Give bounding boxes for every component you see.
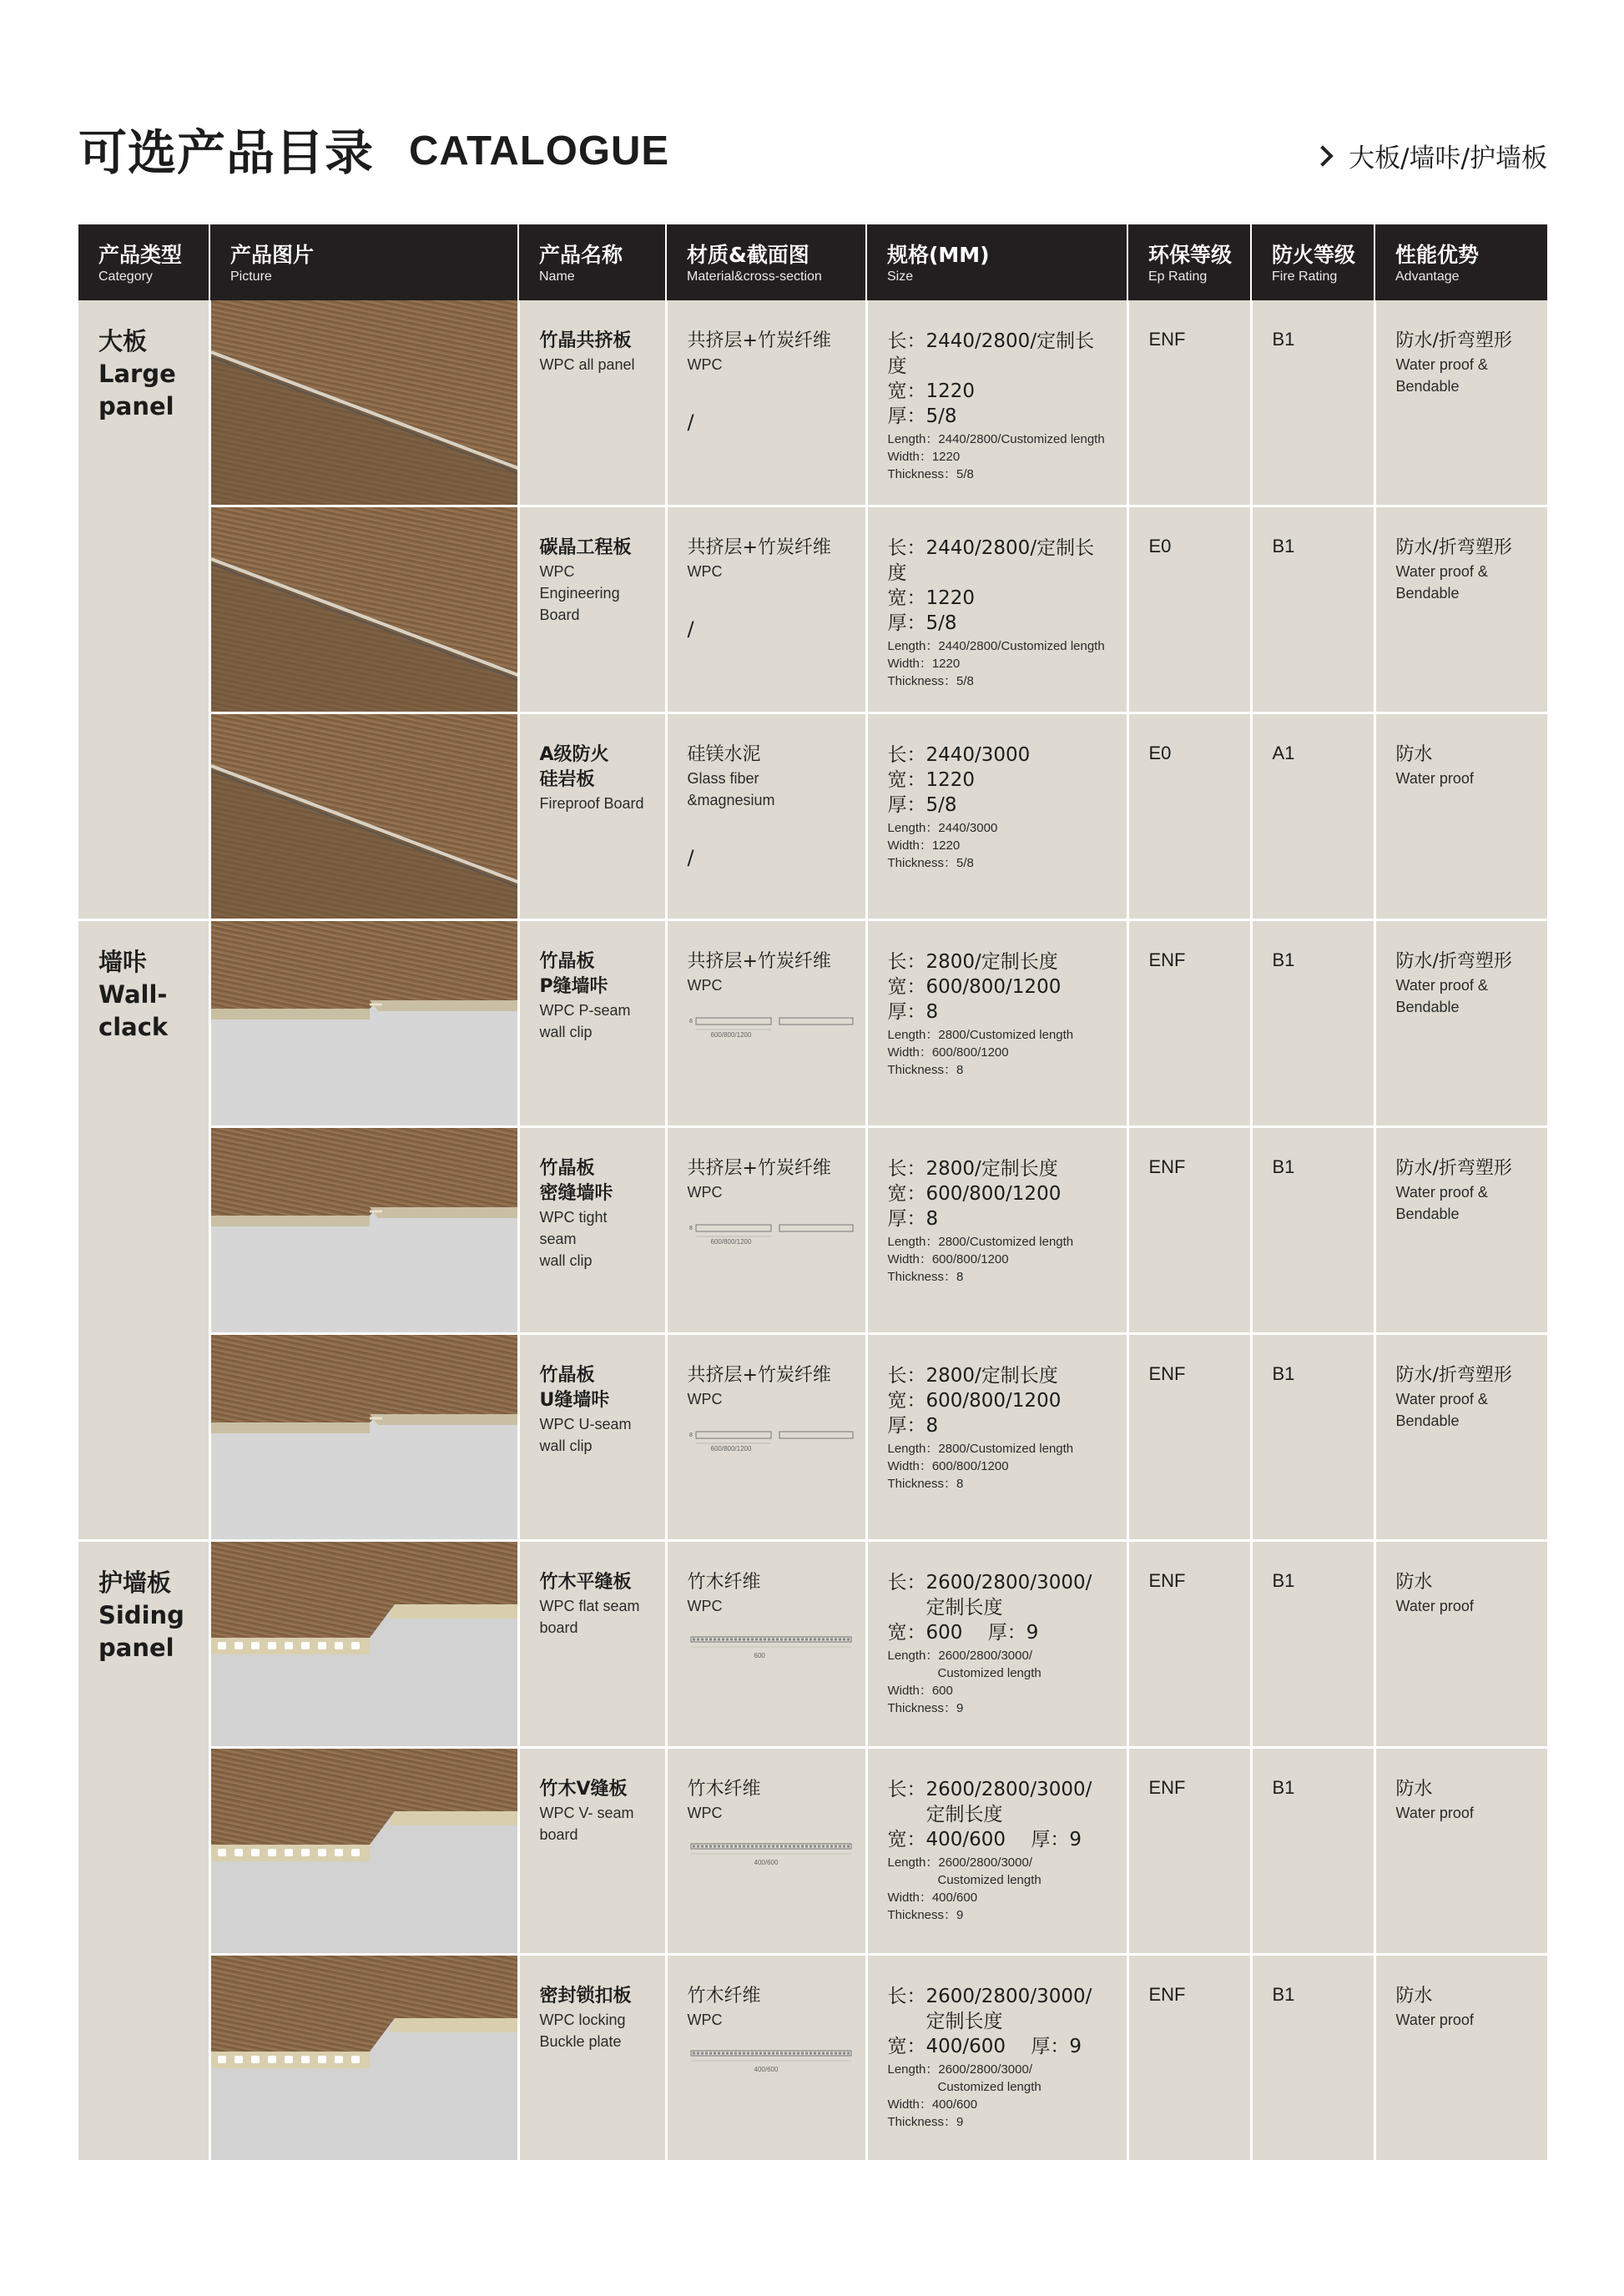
size-en: Length：2600/2800/3000/ Customized length Width：400/600 Thickness：9	[887, 2062, 1041, 2129]
material-en: WPC	[687, 1598, 723, 1614]
col-header-material: 材质&截面图 Material&cross-section	[666, 224, 866, 300]
advantage-en: Water proof	[1395, 770, 1474, 787]
size-en: Length：2800/Customized length Width：600/800/1200 Thickness：8	[887, 1028, 1074, 1077]
product-image	[211, 1542, 517, 1746]
size-zh: 长：2600/2800/3000/ 定制长度 宽：600 厚：9	[887, 1572, 1092, 1644]
advantage-cell	[1374, 506, 1547, 713]
material-en: WPC	[687, 563, 723, 580]
material-en: WPC	[687, 1805, 723, 1821]
page-title-en: CATALOGUE	[409, 128, 670, 174]
material-cell	[666, 920, 866, 1127]
col-header-advantage: 性能优势 Advantage	[1374, 224, 1547, 300]
fire-rating-cell	[1251, 713, 1374, 920]
size-cell	[866, 713, 1127, 920]
advantage-en: Water proof & Bendable	[1395, 356, 1488, 395]
ep-rating-cell	[1127, 300, 1251, 506]
product-name-zh: A级防火 硅岩板	[539, 744, 609, 790]
product-image	[211, 1956, 517, 2160]
picture-cell	[209, 1955, 518, 2162]
fire-rating-cell	[1251, 1334, 1374, 1541]
table-row	[78, 1127, 1547, 1334]
ep-rating-cell	[1127, 1955, 1251, 2162]
fire-rating: B1	[1272, 329, 1295, 350]
ep-rating-cell	[1127, 1541, 1251, 1748]
advantage-cell	[1374, 1334, 1547, 1541]
category-label-en: Wall- clack	[98, 980, 169, 1041]
fire-rating-cell	[1251, 1541, 1374, 1748]
size-en: Length：2600/2800/3000/ Customized length Width：600 Thickness：9	[887, 1649, 1041, 1715]
material-cell	[666, 1955, 866, 2162]
ep-rating-cell	[1127, 1127, 1251, 1334]
material-zh: 竹木纤维	[687, 1572, 761, 1593]
table-row	[78, 1541, 1547, 1748]
picture-cell	[209, 920, 518, 1127]
picture-cell	[209, 506, 518, 713]
picture-cell	[209, 1334, 518, 1541]
size-zh: 长：2600/2800/3000/ 定制长度 宽：400/600 厚：9	[887, 1986, 1092, 2057]
table-header-row	[78, 224, 1547, 300]
svg-text:8: 8	[688, 1432, 693, 1438]
advantage-en: Water proof & Bendable	[1395, 1391, 1488, 1429]
product-image	[211, 921, 517, 1125]
svg-text:8: 8	[688, 1019, 693, 1025]
product-name-zh: 密封锁扣板	[539, 1986, 632, 2006]
advantage-en: Water proof & Bendable	[1395, 563, 1488, 602]
col-header-fire-rating: 防火等级 Fire Rating	[1251, 224, 1374, 300]
name-cell	[518, 1748, 666, 1955]
fire-rating: B1	[1272, 1156, 1295, 1177]
material-zh: 共挤层+竹炭纤维	[687, 1158, 831, 1179]
cross-section-diagram	[688, 1211, 849, 1246]
cross-section-diagram	[688, 1004, 849, 1039]
material-zh: 共挤层+竹炭纤维	[687, 1365, 831, 1386]
table-row	[78, 1955, 1547, 2162]
ep-rating: ENF	[1148, 949, 1186, 970]
col-header-size: 规格(MM) Size	[866, 224, 1127, 300]
ep-rating-cell	[1127, 713, 1251, 920]
catalogue-table	[78, 224, 1547, 2163]
ep-rating: ENF	[1148, 329, 1186, 350]
size-zh: 长：2440/3000 宽：1220 厚：5/8	[887, 744, 1031, 816]
product-name-en: WPC locking Buckle plate	[539, 2012, 626, 2050]
category-cell	[78, 300, 209, 920]
material-cell	[666, 1334, 866, 1541]
size-cell	[866, 300, 1127, 506]
name-cell	[518, 920, 666, 1127]
advantage-cell	[1374, 1955, 1547, 2162]
ep-rating: ENF	[1148, 1363, 1186, 1384]
picture-cell	[209, 1541, 518, 1748]
ep-rating: ENF	[1148, 1777, 1186, 1798]
ep-rating: E0	[1148, 536, 1172, 556]
product-name-zh: 竹木平缝板	[539, 1572, 632, 1593]
col-header-ep-rating: 环保等级 Ep Rating	[1127, 224, 1251, 300]
fire-rating-cell	[1251, 920, 1374, 1127]
cross-section-diagram	[688, 1625, 849, 1659]
advantage-zh: 防水/折弯塑形	[1395, 330, 1512, 351]
picture-cell	[209, 1748, 518, 1955]
material-en: WPC	[687, 1184, 723, 1201]
category-label-en: Siding panel	[98, 1601, 184, 1662]
name-cell	[518, 1541, 666, 1748]
product-name-en: WPC flat seam board	[539, 1598, 640, 1636]
page-title-zh: 可选产品目录	[78, 124, 375, 181]
table-row	[78, 713, 1547, 920]
ep-rating: ENF	[1148, 1570, 1186, 1591]
product-name-en: WPC all panel	[539, 356, 635, 373]
category-label-zh: 墙咔	[98, 948, 148, 976]
product-name-en: WPC Engineering Board	[539, 563, 620, 623]
product-name-zh: 碳晶工程板	[539, 537, 632, 558]
cross-section-label: 600	[754, 1652, 765, 1659]
size-cell	[866, 1334, 1127, 1541]
fire-rating: B1	[1272, 1984, 1295, 2005]
advantage-en: Water proof	[1395, 1598, 1474, 1614]
ep-rating: ENF	[1148, 1156, 1186, 1177]
table-row	[78, 506, 1547, 713]
material-zh: 共挤层+竹炭纤维	[687, 330, 831, 351]
size-en: Length：2800/Customized length Width：600/800/1200 Thickness：8	[887, 1235, 1074, 1284]
advantage-en: Water proof	[1395, 2012, 1474, 2028]
material-en: WPC	[687, 1391, 723, 1407]
cross-section-label: 400/600	[754, 1859, 779, 1866]
product-name-zh: 竹木V缝板	[539, 1779, 628, 1800]
product-image	[211, 507, 517, 712]
product-image	[211, 1335, 517, 1539]
category-label-zh: 大板	[98, 327, 148, 355]
product-name-en: Fireproof Board	[539, 795, 644, 812]
product-image	[211, 300, 517, 505]
cross-section-diagram	[688, 1418, 849, 1453]
advantage-zh: 防水	[1395, 1779, 1433, 1800]
product-image	[211, 1749, 517, 1953]
material-en: WPC	[687, 356, 723, 373]
product-name-en: WPC V- seam board	[539, 1805, 634, 1843]
ep-rating-cell	[1127, 1334, 1251, 1541]
col-header-picture: 产品图片 Picture	[209, 224, 518, 300]
size-en: Length：2440/2800/Customized length Width：1220 Thickness：5/8	[887, 432, 1105, 481]
size-cell	[866, 1748, 1127, 1955]
advantage-en: Water proof & Bendable	[1395, 977, 1488, 1015]
cross-section-label: 600/800/1200	[710, 1445, 752, 1453]
cross-section-svg	[688, 1625, 855, 1659]
picture-cell	[209, 713, 518, 920]
fire-rating: B1	[1272, 1363, 1295, 1384]
product-name-en: WPC P-seam wall clip	[539, 1002, 631, 1040]
product-name-zh: 竹晶板 密缝墙咔	[539, 1158, 613, 1204]
table-row	[78, 1748, 1547, 1955]
size-zh: 长：2440/2800/定制长度 宽：1220 厚：5/8	[887, 330, 1095, 427]
size-zh: 长：2600/2800/3000/ 定制长度 宽：400/600 厚：9	[887, 1779, 1092, 1850]
name-cell	[518, 1127, 666, 1334]
fire-rating-cell	[1251, 1748, 1374, 1955]
cross-section-diagram	[688, 2039, 849, 2073]
material-cell	[666, 506, 866, 713]
advantage-zh: 防水/折弯塑形	[1395, 537, 1512, 558]
advantage-en: Water proof	[1395, 1805, 1474, 1821]
advantage-en: Water proof & Bendable	[1395, 1184, 1488, 1222]
material-zh: 共挤层+竹炭纤维	[687, 951, 831, 972]
material-cell	[666, 300, 866, 506]
col-header-category: 产品类型 Category	[78, 224, 209, 300]
material-cell	[666, 1127, 866, 1334]
size-en: Length：2800/Customized length Width：600/800/1200 Thickness：8	[887, 1442, 1074, 1491]
advantage-cell	[1374, 300, 1547, 506]
size-cell	[866, 920, 1127, 1127]
svg-text:8: 8	[688, 1226, 693, 1231]
name-cell	[518, 1334, 666, 1541]
size-en: Length：2600/2800/3000/ Customized length Width：400/600 Thickness：9	[887, 1855, 1041, 1922]
product-image	[211, 1128, 517, 1332]
advantage-zh: 防水	[1395, 1572, 1433, 1593]
advantage-cell	[1374, 713, 1547, 920]
cross-section-placeholder: /	[687, 410, 694, 434]
table-row	[78, 1334, 1547, 1541]
table-row	[78, 300, 1547, 506]
name-cell	[518, 300, 666, 506]
material-cell	[666, 1748, 866, 1955]
material-cell	[666, 713, 866, 920]
ep-rating: E0	[1148, 743, 1172, 763]
fire-rating-cell	[1251, 506, 1374, 713]
cross-section-diagram	[688, 1832, 849, 1866]
fire-rating: A1	[1272, 743, 1295, 763]
advantage-zh: 防水/折弯塑形	[1395, 1365, 1512, 1386]
size-cell	[866, 506, 1127, 713]
product-name-zh: 竹晶共挤板	[539, 330, 632, 351]
advantage-zh: 防水/折弯塑形	[1395, 1158, 1512, 1179]
advantage-zh: 防水/折弯塑形	[1395, 951, 1512, 972]
size-zh: 长：2800/定制长度 宽：600/800/1200 厚：8	[887, 1365, 1062, 1437]
fire-rating: B1	[1272, 949, 1295, 970]
category-label-zh: 护墙板	[98, 1568, 172, 1597]
product-name-zh: 竹晶板 P缝墙咔	[539, 951, 608, 997]
size-zh: 长：2440/2800/定制长度 宽：1220 厚：5/8	[887, 537, 1095, 634]
name-cell	[518, 1955, 666, 2162]
breadcrumb[interactable]	[1315, 137, 1547, 174]
product-name-en: WPC tight seam wall clip	[539, 1209, 608, 1269]
advantage-zh: 防水	[1395, 744, 1433, 765]
cross-section-placeholder: /	[687, 846, 694, 869]
advantage-zh: 防水	[1395, 1986, 1433, 2006]
category-cell	[78, 1541, 209, 2162]
col-header-name: 产品名称 Name	[518, 224, 666, 300]
size-zh: 长：2800/定制长度 宽：600/800/1200 厚：8	[887, 1158, 1062, 1230]
size-cell	[866, 1955, 1127, 2162]
advantage-cell	[1374, 1127, 1547, 1334]
ep-rating-cell	[1127, 1748, 1251, 1955]
fire-rating-cell	[1251, 1127, 1374, 1334]
ep-rating-cell	[1127, 506, 1251, 713]
cross-section-label: 600/800/1200	[710, 1031, 752, 1039]
cross-section-placeholder: /	[687, 617, 694, 641]
fire-rating-cell	[1251, 300, 1374, 506]
advantage-cell	[1374, 1748, 1547, 1955]
material-en: Glass fiber &magnesium	[687, 770, 775, 808]
material-zh: 竹木纤维	[687, 1779, 761, 1800]
material-en: WPC	[687, 2012, 723, 2028]
size-en: Length：2440/2800/Customized length Width：1220 Thickness：5/8	[887, 639, 1105, 688]
size-cell	[866, 1127, 1127, 1334]
category-cell	[78, 920, 209, 1541]
name-cell	[518, 506, 666, 713]
fire-rating-cell	[1251, 1955, 1374, 2162]
material-zh: 硅镁水泥	[687, 744, 761, 765]
material-cell	[666, 1541, 866, 1748]
fire-rating: B1	[1272, 536, 1295, 556]
chevron-right-icon	[1312, 145, 1333, 166]
fire-rating: B1	[1272, 1777, 1295, 1798]
breadcrumb-label: 大板/墙咔/护墙板	[1349, 144, 1547, 174]
table-row	[78, 920, 1547, 1127]
size-cell	[866, 1541, 1127, 1748]
size-zh: 长：2800/定制长度 宽：600/800/1200 厚：8	[887, 951, 1062, 1023]
product-name-en: WPC U-seam wall clip	[539, 1416, 632, 1454]
material-en: WPC	[687, 977, 723, 994]
fire-rating: B1	[1272, 1570, 1295, 1591]
material-zh: 竹木纤维	[687, 1986, 761, 2006]
material-zh: 共挤层+竹炭纤维	[687, 537, 831, 558]
category-label-en: Large panel	[98, 360, 176, 420]
product-name-zh: 竹晶板 U缝墙咔	[539, 1365, 610, 1411]
name-cell	[518, 713, 666, 920]
ep-rating: ENF	[1148, 1984, 1186, 2005]
picture-cell	[209, 1127, 518, 1334]
advantage-cell	[1374, 920, 1547, 1127]
picture-cell	[209, 300, 518, 506]
size-en: Length：2440/3000 Width：1220 Thickness：5/8	[887, 821, 998, 870]
ep-rating-cell	[1127, 920, 1251, 1127]
cross-section-label: 600/800/1200	[710, 1238, 752, 1246]
advantage-cell	[1374, 1541, 1547, 1748]
cross-section-label: 400/600	[754, 2066, 779, 2073]
product-image	[211, 714, 517, 919]
